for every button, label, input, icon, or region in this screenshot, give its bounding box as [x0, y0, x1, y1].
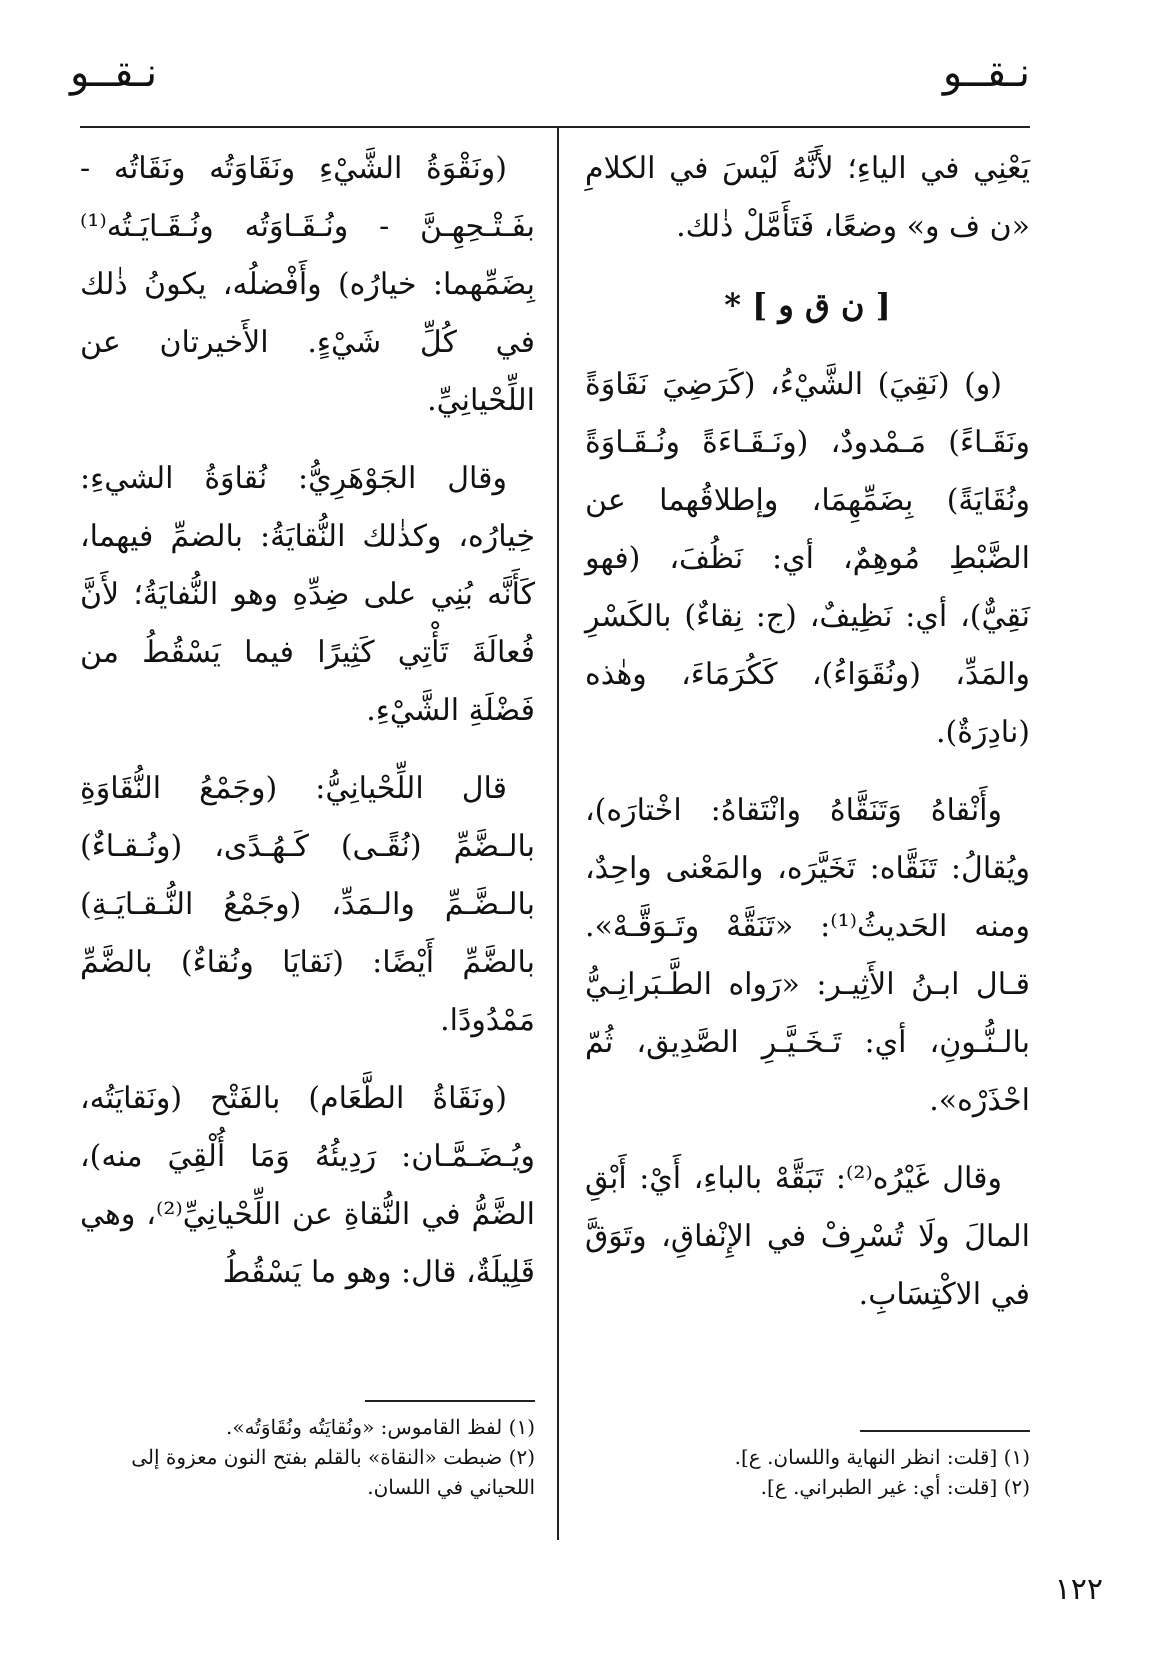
right-column: [585, 140, 1030, 1535]
running-header: [70, 50, 1030, 114]
paragraph: يَعْنِي في الياءِ؛ لأَنَّهُ لَيْسَ في الكلامِ «ن ف و» وضعًا، فَتَأَمَّلْ ذٰلك.: [585, 151, 1030, 244]
header-root-left: نـقــو: [70, 50, 158, 96]
footnote-rule: [365, 1400, 535, 1402]
right-footnotes: [585, 1420, 1030, 1502]
footnote: (٢) ضبطت «النقاة» بالقلم بفتح النون معزوة إلى اللحياني في اللسان.: [131, 1445, 535, 1499]
paragraph: (و) (نَقِيَ) الشَّيْءُ، (كَرَضِيَ نَقَاوَةً ونَقَـاءً) مَـمْدودٌ، (ونَـقَـاءَةً ونُـقَـاوَةً ونُقَايَةً) بِضَمِّهِمَا، وإطلاقُهما عن الضَّبْطِ مُوهِمٌ، أي: نَظُفَ، (فهو نَقِيٌّ)، أي: نَظِيفٌ، (ج: نِقاءٌ) بالكَسْرِ والمَدِّ، (ونُقَوَاءُ)، كَكُرَمَاءَ، وهٰذه (نادِرَةٌ).: [585, 367, 1030, 750]
paragraph: وقال الجَوْهَرِيُّ: نُقاوَةُ الشيءِ: خِيارُه، وكذٰلك النُّقايَةُ: بالضمِّ فيهما، كَأَنَّه بُنِي على ضِدِّهِ وهو النُّفايَةُ؛ لأَنَّ فُعالَةَ تَأْتِي كَثِيرًا فيما يَسْقُطُ من فَضْلَةِ الشَّيْءِ.: [80, 461, 535, 728]
footnote: (٢) [قلت: أي: غير الطبراني. ع].: [760, 1475, 1030, 1499]
page-number: ١٢٢: [1054, 1572, 1103, 1607]
header-root-right: نـقــو: [942, 50, 1030, 96]
paragraph: قال اللِّحْيانِيُّ: (وجَمْعُ النُّقَاوَةِ بالـضَّمِّ (نُقًـى) كَـهُـدًى، (ونُـقـاءٌ) بالـضَّـمِّ والـمَدِّ، (وجَمْعُ النُّـقـايَـةِ) بالضَّمِّ أَيْضًا: (نَقايَا ونُقاءٌ) بالضَّمِّ مَمْدُودًا.: [80, 771, 535, 1038]
paragraph: وأَنْقاهُ وَتَنَقَّاهُ وانْتَقاهُ: اخْتارَه)، ويُقالُ: تَنَقَّاه: تَخَيَّرَه، والمَعْنى واحِدٌ، ومنه الحَديثُ⁽¹⁾: «تَنَقَّهْ وتَـوَقَّـهْ». قـال ابـنُ الأَثِيـر: «رَواه الطَّـبَرانِـيُّ بالـنُّـونِ، أي: تَـخَـيَّـرِ الصَّدِيق، ثُمّ احْذَرْه».: [585, 793, 1030, 1118]
footnote: (١) لفظ القاموس: «ونُقايَتُه ونُقَاوَتُه».: [225, 1415, 535, 1439]
entry-heading: [ ن ق و ] *: [724, 286, 891, 324]
paragraph: وقال غَيْرُه⁽²⁾: تَبَقَّهْ بالباءِ، أَيْ: أَبْقِ المالَ ولَا تُسْرِفْ في الإِنْفاقِ، وتَوَقَّ في الاكْتِسَابِ.: [585, 1161, 1030, 1312]
left-column: [80, 140, 535, 1535]
column-divider: [557, 128, 559, 1540]
footnote-rule: [860, 1430, 1030, 1432]
footnote: (١) [قلت: انظر النهاية واللسان. ع].: [734, 1445, 1030, 1469]
paragraph: (ونَقَاةُ الطَّعَام) بالفَتْح (ونَقايَتُه، ويُـضَـمَّـان: رَدِيئُهُ وَمَا أُلْقِيَ منه)، الضَّمُّ في النُّقاةِ عن اللِّحْيانِيِّ⁽²⁾، وهي قَلِيلَةٌ، قال: وهو ما يَسْقُطُ: [80, 1081, 535, 1290]
header-rule: [80, 126, 1030, 128]
paragraph: (ونَقْوَةُ الشَّيْءِ ونَقَاوَتُه ونَقَاتُه - بفَـتْـحِهِـنَّ - ونُـقَـاوَتُه ونُـقَـايَـتُه⁽¹⁾ بِضَمِّهما: خيارُه) وأَفْضلُه، يكونُ ذٰلك في كُلِّ شَيْءٍ. الأَخيرتان عن اللِّحْيانِيِّ.: [80, 151, 535, 418]
left-footnotes: [80, 1390, 535, 1502]
